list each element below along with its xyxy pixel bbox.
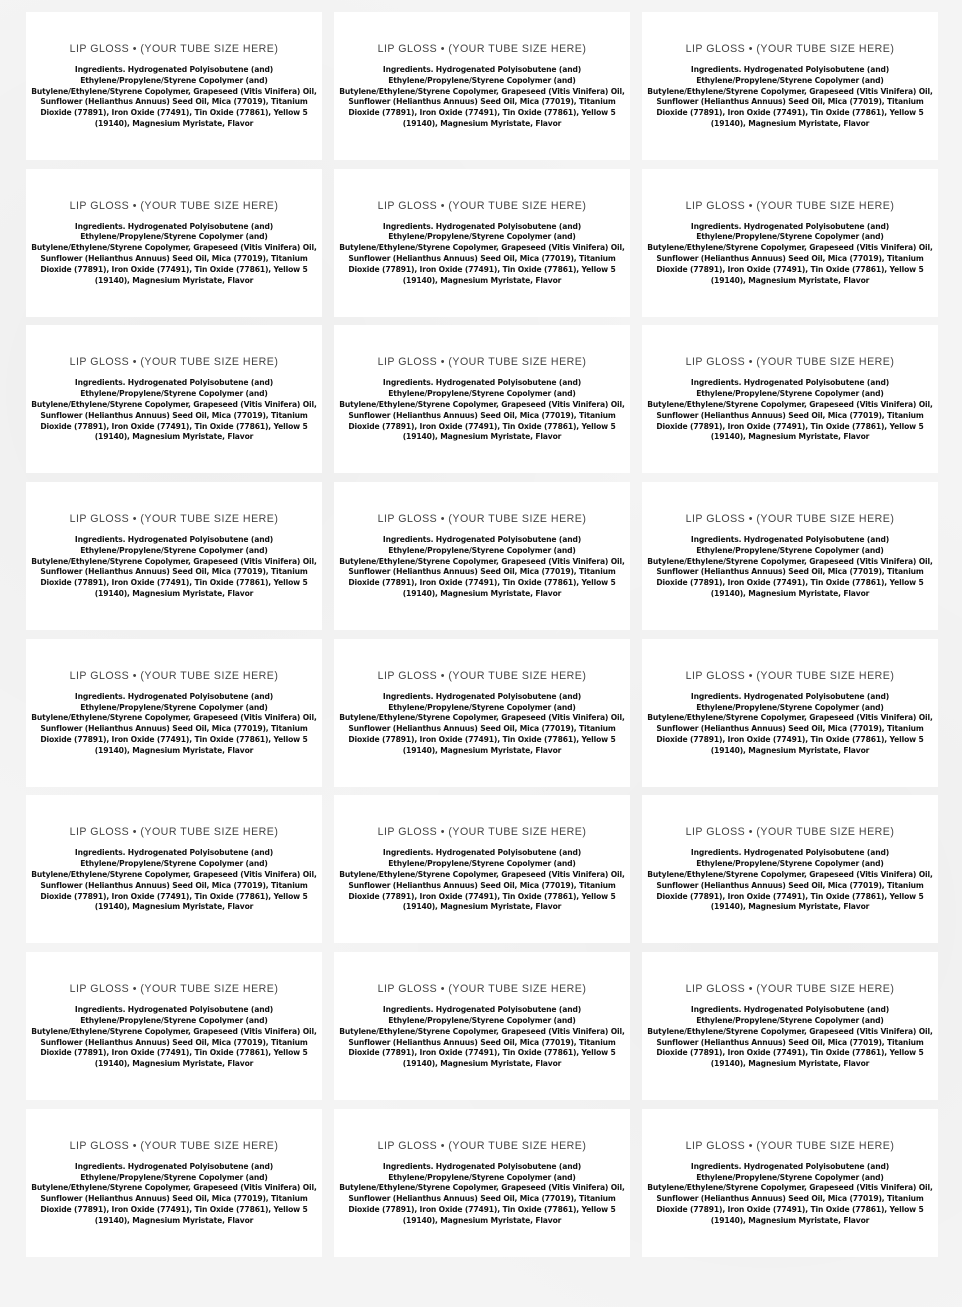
ingredients-line: (19140), Magnesium Myristate, Flavor bbox=[402, 589, 562, 599]
label-ingredients bbox=[645, 65, 935, 130]
ingredients-line: Ethylene/Propylene/Styrene Copolymer (and) bbox=[696, 1172, 884, 1182]
ingredients-line: Dioxide (77891), Iron Oxide (77491), Tin Oxide (77861), Yellow 5 bbox=[40, 891, 308, 901]
label-title: LIP GLOSS • (YOUR TUBE SIZE HERE) bbox=[685, 356, 895, 369]
ingredients-line: Dioxide (77891), Iron Oxide (77491), Tin Oxide (77861), Yellow 5 bbox=[40, 734, 308, 744]
ingredients-line: Ingredients. Hydrogenated Polyisobutene (and) bbox=[74, 691, 274, 701]
ingredients-line: Dioxide (77891), Iron Oxide (77491), Tin Oxide (77861), Yellow 5 bbox=[656, 421, 924, 431]
ingredients-line: Sunflower (Helianthus Annuus) Seed Oil, Mica (77019), Titanium bbox=[656, 567, 924, 577]
lip-gloss-label bbox=[334, 169, 630, 317]
lip-gloss-label bbox=[642, 325, 938, 473]
label-title: LIP GLOSS • (YOUR TUBE SIZE HERE) bbox=[377, 669, 587, 682]
ingredients-line: (19140), Magnesium Myristate, Flavor bbox=[710, 902, 870, 912]
ingredients-line: Ingredients. Hydrogenated Polyisobutene (and) bbox=[74, 378, 274, 388]
ingredients-line: Sunflower (Helianthus Annuus) Seed Oil, Mica (77019), Titanium bbox=[656, 724, 924, 734]
ingredients-line: (19140), Magnesium Myristate, Flavor bbox=[710, 589, 870, 599]
lip-gloss-label bbox=[334, 325, 630, 473]
ingredients-line: (19140), Magnesium Myristate, Flavor bbox=[94, 275, 254, 285]
ingredients-line: Butylene/Ethylene/Styrene Copolymer, Grapeseed (Vitis Vinifera) Oil, bbox=[647, 870, 933, 880]
label-title: LIP GLOSS • (YOUR TUBE SIZE HERE) bbox=[377, 513, 587, 526]
ingredients-line: Ingredients. Hydrogenated Polyisobutene (and) bbox=[382, 1161, 582, 1171]
ingredients-line: (19140), Magnesium Myristate, Flavor bbox=[94, 589, 254, 599]
ingredients-line: Butylene/Ethylene/Styrene Copolymer, Grapeseed (Vitis Vinifera) Oil, bbox=[339, 86, 625, 96]
ingredients-line: Dioxide (77891), Iron Oxide (77491), Tin Oxide (77861), Yellow 5 bbox=[656, 734, 924, 744]
ingredients-line: Dioxide (77891), Iron Oxide (77491), Tin Oxide (77861), Yellow 5 bbox=[656, 264, 924, 274]
ingredients-line: Dioxide (77891), Iron Oxide (77491), Tin Oxide (77861), Yellow 5 bbox=[656, 1048, 924, 1058]
ingredients-line: Butylene/Ethylene/Styrene Copolymer, Grapeseed (Vitis Vinifera) Oil, bbox=[31, 399, 317, 409]
lip-gloss-label bbox=[334, 795, 630, 943]
ingredients-line: Ingredients. Hydrogenated Polyisobutene (and) bbox=[690, 848, 890, 858]
ingredients-line: Ingredients. Hydrogenated Polyisobutene (and) bbox=[690, 1161, 890, 1171]
ingredients-line: Dioxide (77891), Iron Oxide (77491), Tin Oxide (77861), Yellow 5 bbox=[348, 734, 616, 744]
ingredients-line: Sunflower (Helianthus Annuus) Seed Oil, Mica (77019), Titanium bbox=[348, 880, 616, 890]
ingredients-line: (19140), Magnesium Myristate, Flavor bbox=[402, 1059, 562, 1069]
ingredients-line: Sunflower (Helianthus Annuus) Seed Oil, Mica (77019), Titanium bbox=[40, 97, 308, 107]
label-title: LIP GLOSS • (YOUR TUBE SIZE HERE) bbox=[377, 983, 587, 996]
lip-gloss-label bbox=[334, 952, 630, 1100]
lip-gloss-label bbox=[26, 795, 322, 943]
ingredients-line: Butylene/Ethylene/Styrene Copolymer, Grapeseed (Vitis Vinifera) Oil, bbox=[339, 1183, 625, 1193]
ingredients-line: (19140), Magnesium Myristate, Flavor bbox=[402, 432, 562, 442]
label-ingredients bbox=[29, 535, 319, 600]
ingredients-line: Dioxide (77891), Iron Oxide (77491), Tin Oxide (77861), Yellow 5 bbox=[40, 1048, 308, 1058]
lip-gloss-label bbox=[642, 795, 938, 943]
lip-gloss-label bbox=[26, 1109, 322, 1257]
ingredients-line: (19140), Magnesium Myristate, Flavor bbox=[94, 432, 254, 442]
ingredients-line: Dioxide (77891), Iron Oxide (77491), Tin Oxide (77861), Yellow 5 bbox=[348, 578, 616, 588]
label-title: LIP GLOSS • (YOUR TUBE SIZE HERE) bbox=[685, 826, 895, 839]
lip-gloss-label bbox=[26, 325, 322, 473]
lip-gloss-label bbox=[26, 482, 322, 630]
ingredients-line: Butylene/Ethylene/Styrene Copolymer, Grapeseed (Vitis Vinifera) Oil, bbox=[339, 1026, 625, 1036]
ingredients-line: (19140), Magnesium Myristate, Flavor bbox=[402, 745, 562, 755]
label-ingredients bbox=[645, 222, 935, 287]
ingredients-line: Butylene/Ethylene/Styrene Copolymer, Grapeseed (Vitis Vinifera) Oil, bbox=[31, 713, 317, 723]
ingredients-line: Ethylene/Propylene/Styrene Copolymer (and) bbox=[388, 1015, 576, 1025]
ingredients-line: Sunflower (Helianthus Annuus) Seed Oil, Mica (77019), Titanium bbox=[40, 567, 308, 577]
ingredients-line: Butylene/Ethylene/Styrene Copolymer, Grapeseed (Vitis Vinifera) Oil, bbox=[647, 1183, 933, 1193]
ingredients-line: Sunflower (Helianthus Annuus) Seed Oil, Mica (77019), Titanium bbox=[348, 1194, 616, 1204]
label-title: LIP GLOSS • (YOUR TUBE SIZE HERE) bbox=[685, 199, 895, 212]
ingredients-line: Ethylene/Propylene/Styrene Copolymer (and) bbox=[388, 1172, 576, 1182]
ingredients-line: Dioxide (77891), Iron Oxide (77491), Tin Oxide (77861), Yellow 5 bbox=[656, 108, 924, 118]
label-ingredients bbox=[645, 1162, 935, 1227]
label-title: LIP GLOSS • (YOUR TUBE SIZE HERE) bbox=[377, 356, 587, 369]
ingredients-line: Butylene/Ethylene/Styrene Copolymer, Grapeseed (Vitis Vinifera) Oil, bbox=[647, 399, 933, 409]
ingredients-line: Butylene/Ethylene/Styrene Copolymer, Grapeseed (Vitis Vinifera) Oil, bbox=[339, 399, 625, 409]
ingredients-line: Ingredients. Hydrogenated Polyisobutene (and) bbox=[74, 65, 274, 74]
label-title: LIP GLOSS • (YOUR TUBE SIZE HERE) bbox=[69, 1139, 279, 1152]
label-title: LIP GLOSS • (YOUR TUBE SIZE HERE) bbox=[69, 826, 279, 839]
label-ingredients bbox=[337, 1162, 627, 1227]
label-ingredients bbox=[645, 1005, 935, 1070]
ingredients-line: Dioxide (77891), Iron Oxide (77491), Tin Oxide (77861), Yellow 5 bbox=[656, 891, 924, 901]
ingredients-line: Ethylene/Propylene/Styrene Copolymer (and) bbox=[388, 859, 576, 869]
ingredients-line: Ingredients. Hydrogenated Polyisobutene (and) bbox=[74, 1161, 274, 1171]
lip-gloss-label bbox=[26, 639, 322, 787]
ingredients-line: Sunflower (Helianthus Annuus) Seed Oil, Mica (77019), Titanium bbox=[348, 254, 616, 264]
ingredients-line: Dioxide (77891), Iron Oxide (77491), Tin Oxide (77861), Yellow 5 bbox=[40, 421, 308, 431]
ingredients-line: Butylene/Ethylene/Styrene Copolymer, Grapeseed (Vitis Vinifera) Oil, bbox=[31, 243, 317, 253]
lip-gloss-label bbox=[334, 1109, 630, 1257]
label-title: LIP GLOSS • (YOUR TUBE SIZE HERE) bbox=[69, 43, 279, 55]
label-title: LIP GLOSS • (YOUR TUBE SIZE HERE) bbox=[685, 43, 895, 55]
lip-gloss-label bbox=[26, 952, 322, 1100]
label-ingredients bbox=[29, 222, 319, 287]
ingredients-line: Ethylene/Propylene/Styrene Copolymer (and) bbox=[388, 702, 576, 712]
lip-gloss-label bbox=[642, 1109, 938, 1257]
ingredients-line: Butylene/Ethylene/Styrene Copolymer, Grapeseed (Vitis Vinifera) Oil, bbox=[31, 870, 317, 880]
ingredients-line: Ingredients. Hydrogenated Polyisobutene (and) bbox=[74, 1005, 274, 1015]
ingredients-line: Dioxide (77891), Iron Oxide (77491), Tin Oxide (77861), Yellow 5 bbox=[348, 891, 616, 901]
ingredients-line: (19140), Magnesium Myristate, Flavor bbox=[402, 118, 562, 128]
label-title: LIP GLOSS • (YOUR TUBE SIZE HERE) bbox=[685, 983, 895, 996]
ingredients-line: Butylene/Ethylene/Styrene Copolymer, Grapeseed (Vitis Vinifera) Oil, bbox=[647, 713, 933, 723]
ingredients-line: Dioxide (77891), Iron Oxide (77491), Tin Oxide (77861), Yellow 5 bbox=[656, 1205, 924, 1214]
ingredients-line: (19140), Magnesium Myristate, Flavor bbox=[710, 1215, 870, 1225]
ingredients-line: Sunflower (Helianthus Annuus) Seed Oil, Mica (77019), Titanium bbox=[348, 724, 616, 734]
ingredients-line: Sunflower (Helianthus Annuus) Seed Oil, Mica (77019), Titanium bbox=[348, 97, 616, 107]
label-title: LIP GLOSS • (YOUR TUBE SIZE HERE) bbox=[377, 826, 587, 839]
label-title: LIP GLOSS • (YOUR TUBE SIZE HERE) bbox=[377, 43, 587, 55]
ingredients-line: Butylene/Ethylene/Styrene Copolymer, Grapeseed (Vitis Vinifera) Oil, bbox=[31, 556, 317, 566]
ingredients-line: Sunflower (Helianthus Annuus) Seed Oil, Mica (77019), Titanium bbox=[656, 254, 924, 264]
label-ingredients bbox=[645, 692, 935, 757]
lip-gloss-label bbox=[334, 639, 630, 787]
ingredients-line: Dioxide (77891), Iron Oxide (77491), Tin Oxide (77861), Yellow 5 bbox=[348, 1048, 616, 1058]
label-title: LIP GLOSS • (YOUR TUBE SIZE HERE) bbox=[377, 1139, 587, 1152]
ingredients-line: Ethylene/Propylene/Styrene Copolymer (and) bbox=[696, 702, 884, 712]
ingredients-line: Butylene/Ethylene/Styrene Copolymer, Grapeseed (Vitis Vinifera) Oil, bbox=[339, 870, 625, 880]
ingredients-line: Sunflower (Helianthus Annuus) Seed Oil, Mica (77019), Titanium bbox=[40, 410, 308, 420]
label-ingredients bbox=[645, 535, 935, 600]
ingredients-line: (19140), Magnesium Myristate, Flavor bbox=[710, 1059, 870, 1069]
label-ingredients bbox=[645, 378, 935, 443]
ingredients-line: Sunflower (Helianthus Annuus) Seed Oil, Mica (77019), Titanium bbox=[656, 410, 924, 420]
ingredients-line: (19140), Magnesium Myristate, Flavor bbox=[402, 275, 562, 285]
ingredients-line: Ethylene/Propylene/Styrene Copolymer (and) bbox=[80, 389, 268, 399]
ingredients-line: Ingredients. Hydrogenated Polyisobutene (and) bbox=[690, 378, 890, 388]
ingredients-line: Ethylene/Propylene/Styrene Copolymer (and) bbox=[80, 75, 268, 85]
ingredients-line: Ingredients. Hydrogenated Polyisobutene (and) bbox=[382, 221, 582, 231]
ingredients-line: Ingredients. Hydrogenated Polyisobutene (and) bbox=[382, 691, 582, 701]
ingredients-line: Dioxide (77891), Iron Oxide (77491), Tin Oxide (77861), Yellow 5 bbox=[348, 264, 616, 274]
ingredients-line: Ethylene/Propylene/Styrene Copolymer (and) bbox=[388, 545, 576, 555]
ingredients-line: Ingredients. Hydrogenated Polyisobutene (and) bbox=[382, 848, 582, 858]
ingredients-line: Ingredients. Hydrogenated Polyisobutene (and) bbox=[690, 691, 890, 701]
ingredients-line: (19140), Magnesium Myristate, Flavor bbox=[94, 902, 254, 912]
lip-gloss-label bbox=[642, 12, 938, 160]
ingredients-line: (19140), Magnesium Myristate, Flavor bbox=[710, 275, 870, 285]
ingredients-line: Ethylene/Propylene/Styrene Copolymer (and) bbox=[696, 1015, 884, 1025]
ingredients-line: Sunflower (Helianthus Annuus) Seed Oil, Mica (77019), Titanium bbox=[656, 880, 924, 890]
ingredients-line: Dioxide (77891), Iron Oxide (77491), Tin Oxide (77861), Yellow 5 bbox=[348, 421, 616, 431]
ingredients-line: Dioxide (77891), Iron Oxide (77491), Tin Oxide (77861), Yellow 5 bbox=[348, 108, 616, 118]
ingredients-line: Sunflower (Helianthus Annuus) Seed Oil, Mica (77019), Titanium bbox=[348, 567, 616, 577]
ingredients-line: (19140), Magnesium Myristate, Flavor bbox=[710, 118, 870, 128]
ingredients-line: Sunflower (Helianthus Annuus) Seed Oil, Mica (77019), Titanium bbox=[656, 97, 924, 107]
lip-gloss-label bbox=[26, 169, 322, 317]
lip-gloss-label bbox=[642, 639, 938, 787]
label-ingredients bbox=[337, 535, 627, 600]
ingredients-line: Butylene/Ethylene/Styrene Copolymer, Grapeseed (Vitis Vinifera) Oil, bbox=[647, 556, 933, 566]
lip-gloss-label bbox=[642, 169, 938, 317]
label-title: LIP GLOSS • (YOUR TUBE SIZE HERE) bbox=[69, 669, 279, 682]
ingredients-line: Ethylene/Propylene/Styrene Copolymer (and) bbox=[80, 1172, 268, 1182]
ingredients-line: Dioxide (77891), Iron Oxide (77491), Tin Oxide (77861), Yellow 5 bbox=[40, 578, 308, 588]
ingredients-line: Ingredients. Hydrogenated Polyisobutene (and) bbox=[690, 65, 890, 74]
ingredients-line: Sunflower (Helianthus Annuus) Seed Oil, Mica (77019), Titanium bbox=[348, 410, 616, 420]
ingredients-line: (19140), Magnesium Myristate, Flavor bbox=[94, 745, 254, 755]
label-title: LIP GLOSS • (YOUR TUBE SIZE HERE) bbox=[685, 669, 895, 682]
label-ingredients bbox=[337, 848, 627, 913]
ingredients-line: Butylene/Ethylene/Styrene Copolymer, Grapeseed (Vitis Vinifera) Oil, bbox=[31, 1183, 317, 1193]
label-ingredients bbox=[29, 378, 319, 443]
ingredients-line: Sunflower (Helianthus Annuus) Seed Oil, Mica (77019), Titanium bbox=[656, 1037, 924, 1047]
ingredients-line: Sunflower (Helianthus Annuus) Seed Oil, Mica (77019), Titanium bbox=[40, 880, 308, 890]
ingredients-line: Dioxide (77891), Iron Oxide (77491), Tin Oxide (77861), Yellow 5 bbox=[656, 578, 924, 588]
ingredients-line: Ethylene/Propylene/Styrene Copolymer (and) bbox=[80, 232, 268, 242]
ingredients-line: Sunflower (Helianthus Annuus) Seed Oil, Mica (77019), Titanium bbox=[348, 1037, 616, 1047]
label-ingredients bbox=[337, 222, 627, 287]
label-ingredients bbox=[337, 65, 627, 130]
ingredients-line: Sunflower (Helianthus Annuus) Seed Oil, Mica (77019), Titanium bbox=[656, 1194, 924, 1204]
ingredients-line: (19140), Magnesium Myristate, Flavor bbox=[94, 118, 254, 128]
ingredients-line: Ingredients. Hydrogenated Polyisobutene (and) bbox=[382, 1005, 582, 1015]
ingredients-line: Ethylene/Propylene/Styrene Copolymer (and) bbox=[388, 75, 576, 85]
ingredients-line: Butylene/Ethylene/Styrene Copolymer, Grapeseed (Vitis Vinifera) Oil, bbox=[31, 86, 317, 96]
ingredients-line: Ethylene/Propylene/Styrene Copolymer (and) bbox=[80, 545, 268, 555]
ingredients-line: Ingredients. Hydrogenated Polyisobutene (and) bbox=[74, 221, 274, 231]
ingredients-line: Butylene/Ethylene/Styrene Copolymer, Grapeseed (Vitis Vinifera) Oil, bbox=[647, 86, 933, 96]
ingredients-line: Ingredients. Hydrogenated Polyisobutene (and) bbox=[690, 1005, 890, 1015]
lip-gloss-label bbox=[26, 12, 322, 160]
lip-gloss-label bbox=[334, 482, 630, 630]
ingredients-line: (19140), Magnesium Myristate, Flavor bbox=[710, 745, 870, 755]
label-ingredients bbox=[337, 692, 627, 757]
ingredients-line: Dioxide (77891), Iron Oxide (77491), Tin Oxide (77861), Yellow 5 bbox=[348, 1205, 616, 1214]
ingredients-line: Ethylene/Propylene/Styrene Copolymer (and) bbox=[80, 1015, 268, 1025]
label-ingredients bbox=[29, 692, 319, 757]
label-grid bbox=[26, 12, 938, 1257]
label-ingredients bbox=[29, 848, 319, 913]
lip-gloss-label bbox=[642, 952, 938, 1100]
ingredients-line: (19140), Magnesium Myristate, Flavor bbox=[94, 1059, 254, 1069]
ingredients-line: Butylene/Ethylene/Styrene Copolymer, Grapeseed (Vitis Vinifera) Oil, bbox=[31, 1026, 317, 1036]
ingredients-line: Butylene/Ethylene/Styrene Copolymer, Grapeseed (Vitis Vinifera) Oil, bbox=[339, 243, 625, 253]
ingredients-line: Dioxide (77891), Iron Oxide (77491), Tin Oxide (77861), Yellow 5 bbox=[40, 1205, 308, 1214]
label-ingredients bbox=[337, 378, 627, 443]
ingredients-line: Butylene/Ethylene/Styrene Copolymer, Grapeseed (Vitis Vinifera) Oil, bbox=[339, 556, 625, 566]
ingredients-line: Ingredients. Hydrogenated Polyisobutene (and) bbox=[382, 378, 582, 388]
label-ingredients bbox=[645, 848, 935, 913]
label-title: LIP GLOSS • (YOUR TUBE SIZE HERE) bbox=[685, 1139, 895, 1152]
label-title: LIP GLOSS • (YOUR TUBE SIZE HERE) bbox=[377, 199, 587, 212]
ingredients-line: Sunflower (Helianthus Annuus) Seed Oil, Mica (77019), Titanium bbox=[40, 254, 308, 264]
ingredients-line: Ethylene/Propylene/Styrene Copolymer (and) bbox=[696, 859, 884, 869]
ingredients-line: Ingredients. Hydrogenated Polyisobutene (and) bbox=[690, 221, 890, 231]
label-ingredients bbox=[29, 65, 319, 130]
ingredients-line: (19140), Magnesium Myristate, Flavor bbox=[402, 1215, 562, 1225]
label-title: LIP GLOSS • (YOUR TUBE SIZE HERE) bbox=[685, 513, 895, 526]
ingredients-line: (19140), Magnesium Myristate, Flavor bbox=[402, 902, 562, 912]
ingredients-line: Ethylene/Propylene/Styrene Copolymer (and) bbox=[696, 75, 884, 85]
label-title: LIP GLOSS • (YOUR TUBE SIZE HERE) bbox=[69, 199, 279, 212]
ingredients-line: Ingredients. Hydrogenated Polyisobutene (and) bbox=[74, 535, 274, 545]
label-title: LIP GLOSS • (YOUR TUBE SIZE HERE) bbox=[69, 983, 279, 996]
ingredients-line: Ethylene/Propylene/Styrene Copolymer (and) bbox=[696, 232, 884, 242]
label-ingredients bbox=[29, 1005, 319, 1070]
ingredients-line: Butylene/Ethylene/Styrene Copolymer, Grapeseed (Vitis Vinifera) Oil, bbox=[647, 1026, 933, 1036]
label-ingredients bbox=[337, 1005, 627, 1070]
label-ingredients bbox=[29, 1162, 319, 1227]
ingredients-line: Ethylene/Propylene/Styrene Copolymer (and) bbox=[388, 232, 576, 242]
ingredients-line: Ethylene/Propylene/Styrene Copolymer (and) bbox=[388, 389, 576, 399]
lip-gloss-label bbox=[642, 482, 938, 630]
ingredients-line: Ethylene/Propylene/Styrene Copolymer (and) bbox=[80, 859, 268, 869]
ingredients-line: Ethylene/Propylene/Styrene Copolymer (and) bbox=[696, 389, 884, 399]
ingredients-line: Ingredients. Hydrogenated Polyisobutene (and) bbox=[382, 65, 582, 74]
ingredients-line: Sunflower (Helianthus Annuus) Seed Oil, Mica (77019), Titanium bbox=[40, 1037, 308, 1047]
ingredients-line: Dioxide (77891), Iron Oxide (77491), Tin Oxide (77861), Yellow 5 bbox=[40, 108, 308, 118]
ingredients-line: Dioxide (77891), Iron Oxide (77491), Tin Oxide (77861), Yellow 5 bbox=[40, 264, 308, 274]
ingredients-line: (19140), Magnesium Myristate, Flavor bbox=[710, 432, 870, 442]
ingredients-line: Butylene/Ethylene/Styrene Copolymer, Grapeseed (Vitis Vinifera) Oil, bbox=[339, 713, 625, 723]
ingredients-line: Sunflower (Helianthus Annuus) Seed Oil, Mica (77019), Titanium bbox=[40, 724, 308, 734]
ingredients-line: Ethylene/Propylene/Styrene Copolymer (and) bbox=[80, 702, 268, 712]
ingredients-line: Ethylene/Propylene/Styrene Copolymer (and) bbox=[696, 545, 884, 555]
ingredients-line: Sunflower (Helianthus Annuus) Seed Oil, Mica (77019), Titanium bbox=[40, 1194, 308, 1204]
lip-gloss-label bbox=[334, 12, 630, 160]
ingredients-line: (19140), Magnesium Myristate, Flavor bbox=[94, 1215, 254, 1225]
ingredients-line: Ingredients. Hydrogenated Polyisobutene (and) bbox=[74, 848, 274, 858]
label-title: LIP GLOSS • (YOUR TUBE SIZE HERE) bbox=[69, 513, 279, 526]
ingredients-line: Ingredients. Hydrogenated Polyisobutene (and) bbox=[382, 535, 582, 545]
ingredients-line: Butylene/Ethylene/Styrene Copolymer, Grapeseed (Vitis Vinifera) Oil, bbox=[647, 243, 933, 253]
ingredients-line: Ingredients. Hydrogenated Polyisobutene (and) bbox=[690, 535, 890, 545]
label-title: LIP GLOSS • (YOUR TUBE SIZE HERE) bbox=[69, 356, 279, 369]
